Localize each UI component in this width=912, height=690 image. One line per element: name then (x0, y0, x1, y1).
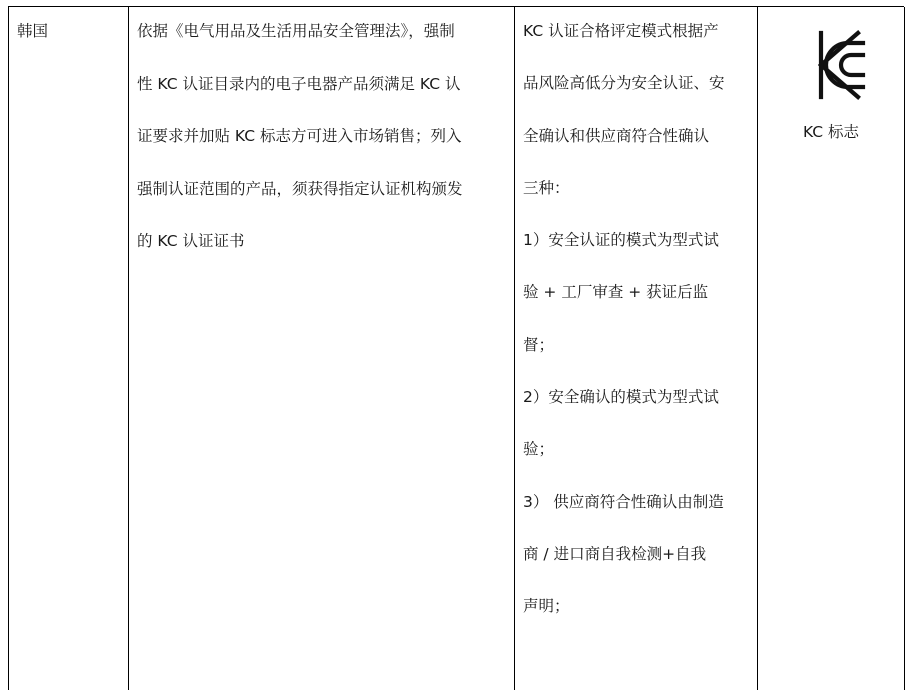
description-line: 依据《电气用品及生活用品安全管理法》，强制 (137, 22, 455, 40)
certification-table (8, 6, 904, 690)
mode-line: 2）安全确认的模式为型式试 (523, 388, 719, 407)
country-cell (9, 7, 129, 690)
description-line: 的 KC 认证证书 (137, 232, 245, 250)
mode-line: 3） 供应商符合性确认由制造 (523, 492, 724, 511)
mode-line: 品风险高低分为安全认证、安 (523, 74, 725, 93)
mode-line: 1）安全认证的模式为型式试 (523, 231, 719, 250)
kc-mark-icon (818, 29, 866, 101)
mode-line: 声明； (523, 597, 570, 616)
description-line: 性 KC 认证目录内的电子电器产品须满足 KC 认 (137, 74, 461, 93)
mode-line: 三种： (523, 178, 570, 197)
description-line: 证要求并加贴 KC 标志方可进入市场销售；列入 (137, 127, 462, 145)
description-line: 强制认证范围的产品，须获得指定认证机构颁发 (137, 179, 463, 198)
mode-line: 商 / 进口商自我检测+自我 (523, 544, 707, 563)
conformity-mode-text (523, 18, 725, 646)
mode-line: 验； (523, 440, 555, 459)
description-cell (129, 7, 515, 690)
logo-label: KC 标志 (802, 123, 860, 141)
conformity-mode-cell (515, 7, 758, 690)
mode-line: 验 + 工厂审查 + 获证后监 (523, 283, 709, 302)
country-name: 韩国 (17, 22, 49, 40)
mode-line: KC 认证合格评定模式根据产 (523, 22, 719, 40)
description-text (137, 18, 463, 281)
mode-line: 督； (523, 335, 555, 354)
mode-line: 全确认和供应商符合性确认 (523, 126, 710, 145)
mark-cell (758, 7, 905, 690)
